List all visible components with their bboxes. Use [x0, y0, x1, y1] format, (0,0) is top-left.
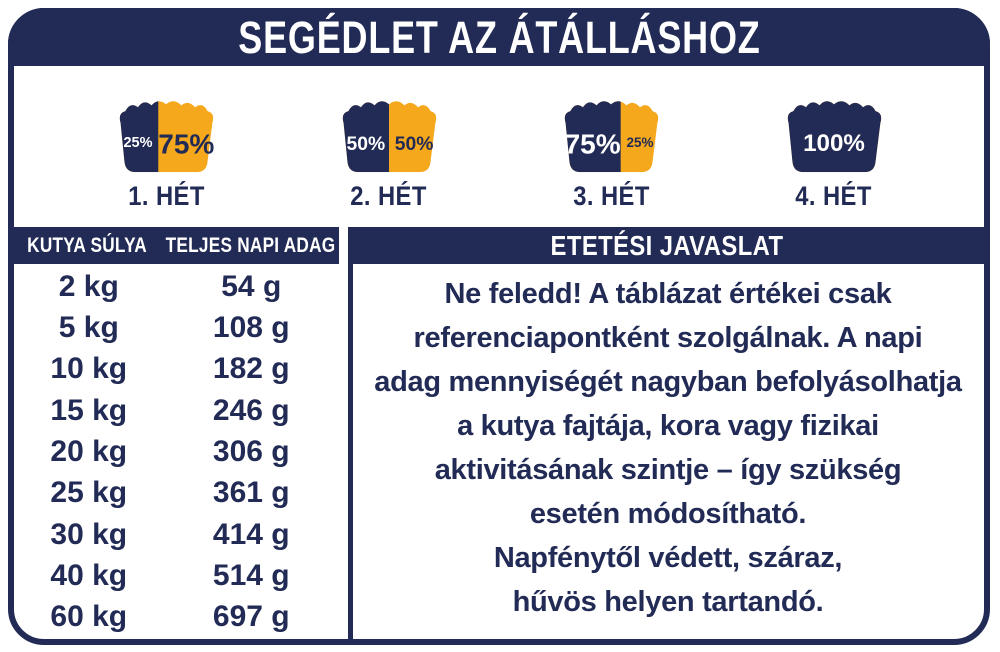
- new-food-percent: 50%: [394, 133, 434, 155]
- daily-amount-value: 514 g: [212, 558, 290, 592]
- new-food-percent: 75%: [158, 128, 215, 160]
- new-food-percent: 25%: [626, 134, 654, 150]
- table-row: [14, 352, 339, 386]
- daily-amount-value: 361 g: [212, 476, 290, 510]
- bowl-icon: [331, 86, 447, 175]
- week-label: 3. HÉT: [572, 181, 650, 211]
- dog-weight-value: 30 kg: [50, 517, 128, 551]
- daily-amount-value: 306 g: [212, 434, 290, 468]
- week-label: 1. HÉT: [127, 181, 205, 211]
- table-header-band: [12, 227, 339, 264]
- dog-weight-value: 20 kg: [50, 434, 128, 468]
- old-food-percent: 50%: [346, 133, 385, 155]
- week-label: 2. HÉT: [350, 181, 428, 211]
- dog-weight-value: 5 kg: [58, 310, 119, 344]
- daily-amount-value: 108 g: [212, 310, 290, 344]
- dog-weight-value: 25 kg: [50, 476, 128, 510]
- full-food-percent: 100%: [802, 129, 865, 157]
- table-row: [14, 600, 339, 634]
- column-header-daily-amount: TELJES NAPI ADAG: [165, 233, 336, 257]
- table-row: [14, 476, 339, 510]
- daily-amount-value: 697 g: [212, 600, 290, 634]
- column-header-dog-weight: KUTYA SÚLYA: [27, 233, 148, 257]
- bowl-icon: [108, 86, 224, 175]
- bowl-icon: [776, 86, 892, 175]
- dog-weight-value: 40 kg: [50, 558, 128, 592]
- dog-weight-value: 15 kg: [50, 393, 128, 427]
- vertical-divider: [348, 227, 353, 639]
- advice-line: hűvös helyen tartandó.: [512, 586, 824, 618]
- table-row: [14, 435, 339, 469]
- table-row: [14, 311, 339, 345]
- dog-weight-value: 10 kg: [50, 352, 128, 386]
- feeding-advice-text: [356, 272, 980, 624]
- advice-line: Napfénytől védett, száraz,: [493, 542, 843, 574]
- advice-line: adag mennyiségét nagyban befolyásolhatja: [374, 366, 962, 398]
- week-label: 4. HÉT: [795, 181, 873, 211]
- table-row: [14, 518, 339, 552]
- old-food-percent: 75%: [564, 128, 621, 160]
- feeding-table: [14, 266, 339, 638]
- daily-amount-value: 414 g: [212, 517, 290, 551]
- advice-line: a kutya fajtája, kora vagy fizikai: [457, 410, 879, 442]
- week-2-column: [278, 86, 501, 214]
- week-3-column: [500, 86, 723, 214]
- daily-amount-value: 246 g: [212, 393, 290, 427]
- table-row: [14, 394, 339, 428]
- daily-amount-value: 54 g: [221, 269, 282, 303]
- advice-line: referenciapontként szolgálnak. A napi: [413, 322, 923, 354]
- week-4-column: [723, 86, 946, 214]
- dog-weight-value: 60 kg: [50, 600, 128, 634]
- advice-line: aktivitásának szintje – így szükség: [434, 454, 902, 486]
- week-1-column: [55, 86, 278, 214]
- page-title: SEGÉDLET AZ ÁTÁLLÁSHOZ: [237, 11, 761, 63]
- advice-line: esetén módosítható.: [529, 498, 807, 530]
- advice-header: ETETÉSI JAVASLAT: [550, 229, 784, 261]
- table-row: [14, 270, 339, 304]
- advice-line: Ne feledd! A táblázat értékei csak: [444, 278, 892, 310]
- transition-weeks-row: [55, 86, 945, 214]
- dog-weight-value: 2 kg: [58, 269, 119, 303]
- table-row: [14, 559, 339, 593]
- old-food-percent: 25%: [123, 134, 153, 151]
- bowl-icon: [553, 86, 669, 175]
- daily-amount-value: 182 g: [212, 352, 290, 386]
- advice-header-band: [348, 227, 986, 264]
- title-band: [8, 8, 990, 66]
